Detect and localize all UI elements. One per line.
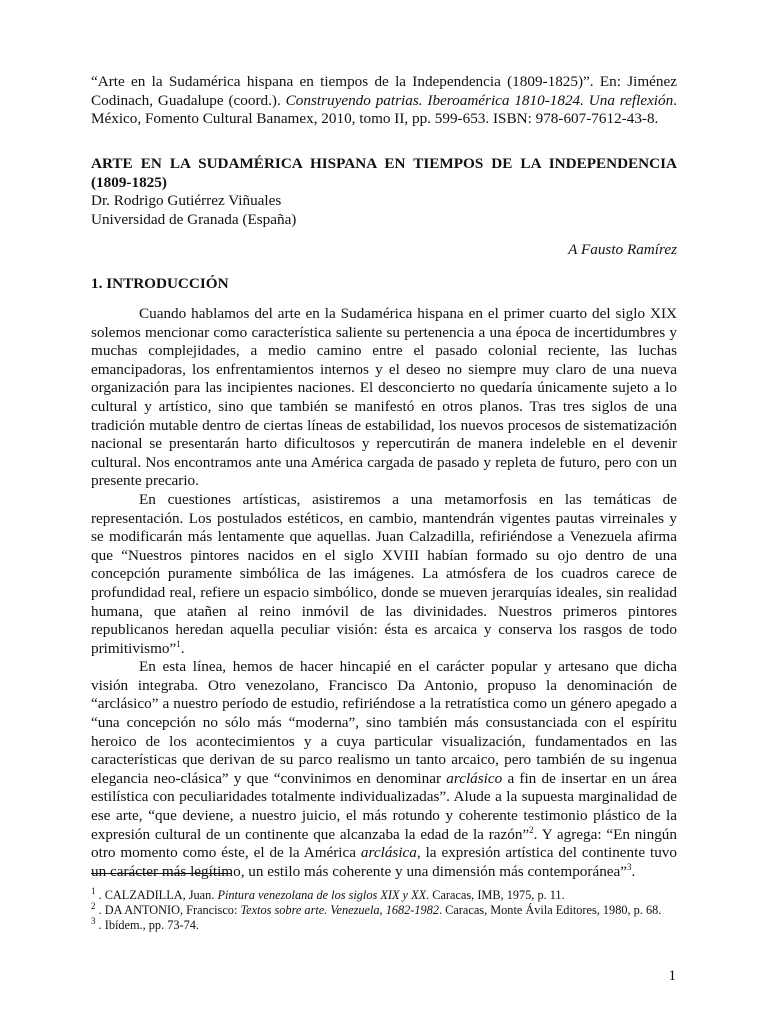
footnote-number: 3 [91, 915, 96, 926]
citation-book-title: Construyendo patrias. Iberoamérica 1810-1824. Una reflexión [285, 91, 674, 109]
footnote-divider [91, 873, 231, 874]
footnote-1 [91, 885, 677, 903]
footnote-ref-1[interactable]: 1 [176, 638, 181, 649]
footnote-number: 1 [91, 885, 96, 896]
citation-publisher: . México, Fomento Cultural Banamex, 2010, tomo II, pp. 599-653. ISBN: 978-607-7612-43-8. [91, 91, 678, 128]
footnote-text: . DA ANTONIO, Francisco: [95, 902, 241, 917]
paragraph-3-end: . [631, 862, 636, 880]
paragraph-3-text-f: , la expresión artística del continente tuvo un carácter más legítimo, un estilo más coherente y una dimensión más contemporánea” [91, 844, 677, 880]
paragraph-3-text-c: a fin de insertar en un área estilística con peculiaridades totalmente individualizadas”. Alude a la supuesta marginalidad de ese arte, “que deviene, a nuestro juicio, el más rotundo y coherente testimonio plástico de la expresión cultural de un continente que alcanzaba la edad de la razón” [91, 769, 677, 843]
footnote-title: Textos sobre arte. Venezuela, 1682-1982 [240, 902, 439, 917]
paragraph-2-end: . [180, 639, 185, 657]
paragraph-3-term-2: arclásica [360, 844, 417, 862]
section-heading: 1. INTRODUCCIÓN [91, 275, 229, 292]
footnote-details: . Caracas, Monte Ávila Editores, 1980, p. 68. [439, 902, 662, 917]
dedication: A Fausto Ramírez [568, 241, 677, 258]
footnote-3 [91, 915, 677, 933]
paragraph-3-text-d: . Y agrega: “En ningún otro momento como éste, el de la América [91, 825, 677, 862]
paragraph-1: Cuando hablamos del arte en la Sudamérica hispana en el primer cuarto del siglo XIX solemos mencionar como característica saliente su pertenencia a una época de incertidumbres y muchas complejidades, a medio camino entre el pasado colonial reciente, las luchas emancipadoras, los enfrentamientos internos y el deseo no siempre muy claro de una nueva organización para las incipientes naciones. El desconcierto no quedaría únicamente sujeto a lo cultural y artístico, sino que también se manifestó en otros planos. Tras tres siglos de una tradición mutable dentro de ciertas líneas de estabilidad, los nuevos procesos de sistematización nacional se presentarán harto dificultosos y repercutirán de manera indeleble en el devenir cultural. Nos encontramos ante una América cargada de pasado y repleta de futuro, pero con un presente precario. [91, 305, 677, 490]
page-number: 1 [668, 968, 676, 984]
footnote-2 [91, 900, 677, 918]
footnote-text: . Ibídem., pp. 73-74. [95, 917, 199, 932]
paragraph-3-text-a: En esta línea, hemos de hacer hincapié en el carácter popular y artesano que dicha visión integraba. Otro venezolano, Francisco Da Antonio, propuso la denominación de “arclásico” a nuestro período de estudio, refiriéndose a la retratística como un género apegado a “una concepción no sólo más “moderna”, sino también más consustanciada con el espíritu heroico de los acontecimientos y a cuya particular visualización, fundamentados en las características que derivan de su parco realismo un tanto arcaico, pero también de su ingenua elegancia neo-clásica” y que “convinimos en denominar [91, 658, 677, 787]
footnotes [91, 885, 677, 932]
body-text [91, 305, 677, 881]
bibliographic-citation [91, 73, 677, 129]
article-title: ARTE EN LA SUDAMÉRICA HISPANA EN TIEMPOS DE LA INDEPENDENCIA (1809-1825) [91, 155, 677, 191]
footnote-ref-3[interactable]: 3 [627, 861, 632, 872]
paragraph-2 [91, 491, 677, 658]
footnote-number: 2 [91, 900, 96, 911]
footnote-ref-2[interactable]: 2 [529, 824, 534, 835]
footnote-text: . CALZADILLA, Juan. [95, 888, 218, 902]
citation-text: “Arte en la Sudamérica hispana en tiempos de la Independencia (1809-1825)”. En: Jiménez Codinach, Guadalupe (coord.). [91, 73, 677, 109]
author-affiliation: Universidad de Granada (España) [91, 210, 297, 228]
footnote-title: Pintura venezolana de los siglos XIX y XX [217, 888, 427, 902]
paragraph-3 [91, 658, 677, 881]
author-name: Dr. Rodrigo Gutiérrez Viñuales [91, 192, 282, 210]
paragraph-3-term-1: arclásico [446, 769, 503, 787]
paragraph-2-text: En cuestiones artísticas, asistiremos a una metamorfosis en las temáticas de representación. Los postulados estéticos, en cambio, mantendrán vigentes pautas virreinales y se modificarán más lentamente que aquellas. Juan Calzadilla, refiriéndose a Venezuela afirma que “Nuestros pintores nacidos en el siglo XVIII habían formado su ojo dentro de una concepción puramente simbólica de las imágenes. La atmósfera de los cuadros carece de profundidad real, refiere un espacio simbólico, donde se mueven jerarquías ideales, sin realidad humana, que atañen al reino inmóvil de las divinidades. Nuestros primeros pintores republicanos heredan aquella peculiar visión: ésta es arcaica y conserva los rasgos de todo primitivismo” [91, 490, 677, 657]
footnote-details: . Caracas, IMB, 1975, p. 11. [426, 888, 565, 902]
article-heading [91, 155, 677, 229]
